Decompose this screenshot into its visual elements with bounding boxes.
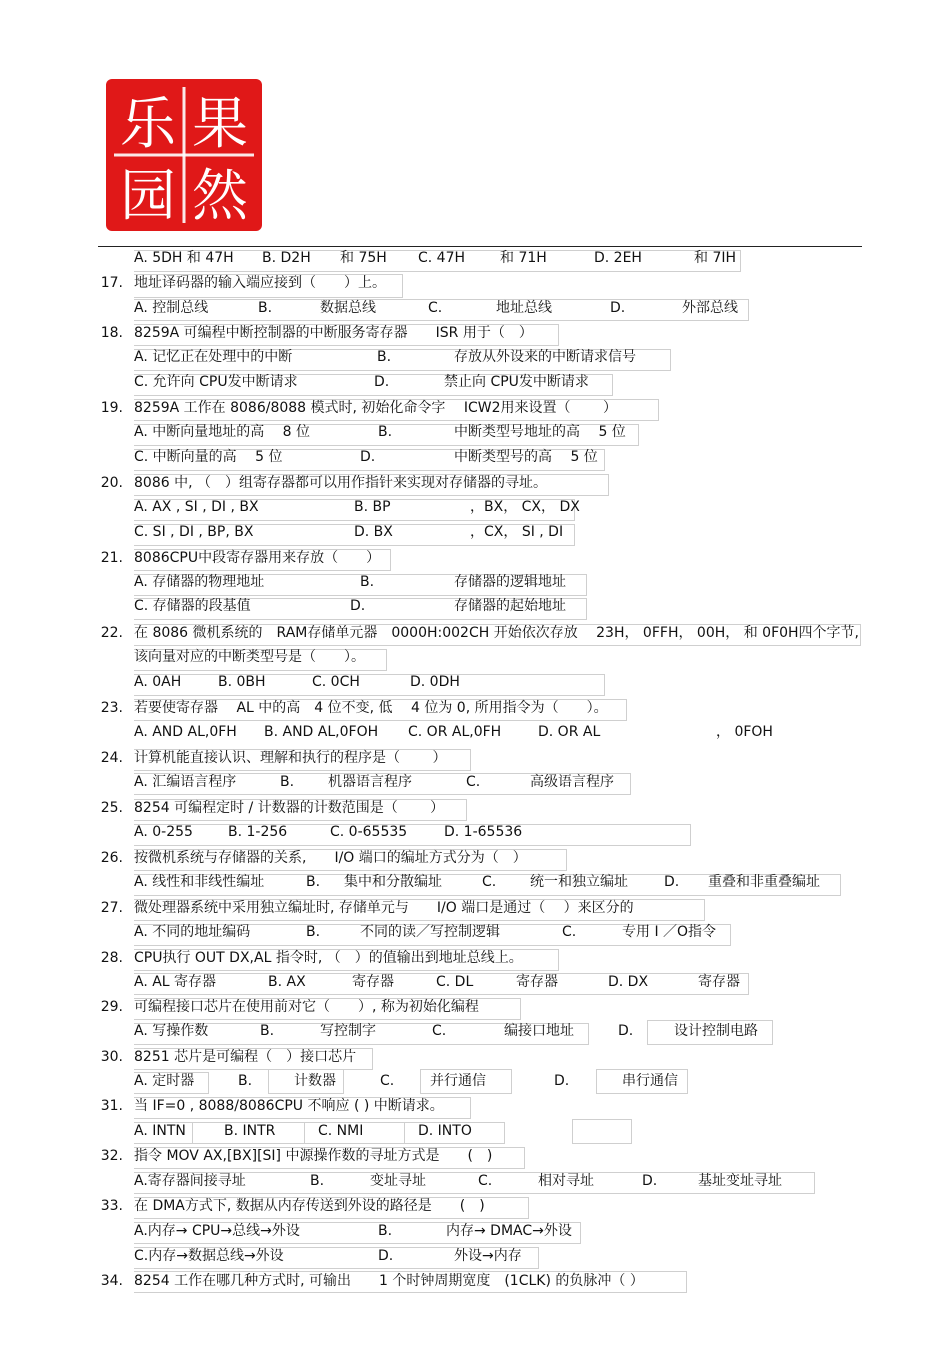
option[interactable]: D. BX bbox=[354, 524, 393, 540]
option: ，BX， CX， DX bbox=[470, 499, 580, 515]
option[interactable]: B. 1-256 bbox=[228, 824, 288, 840]
question-stem: 地址译码器的输入端应接到（ ）上。 bbox=[134, 275, 386, 291]
option[interactable]: B. AX bbox=[268, 974, 306, 990]
question-number: 22. bbox=[100, 625, 123, 641]
question-stem: 若要使寄存器 AL 中的高 4 位不变, 低 4 位为 0, 所用指令为（ ）。 bbox=[134, 700, 608, 716]
option[interactable]: A. 存储器的物理地址 bbox=[134, 574, 265, 590]
option[interactable]: A. 定时器 bbox=[134, 1073, 195, 1089]
question-number: 28. bbox=[100, 950, 123, 966]
option[interactable]: B. bbox=[360, 574, 375, 590]
question-stem-continued: 该向量对应的中断类型号是（ ）。 bbox=[134, 649, 365, 665]
option[interactable]: B. bbox=[377, 349, 392, 365]
option: ，CX， SI , DI bbox=[470, 524, 564, 540]
q16-option[interactable]: C. 47H bbox=[418, 250, 466, 266]
question-number: 27. bbox=[100, 900, 123, 916]
option[interactable]: A. AL 寄存器 bbox=[134, 974, 217, 990]
question-stem: 指令 MOV AX,[BX][SI] 中源操作数的寻址方式是 ( ) bbox=[134, 1148, 493, 1164]
option[interactable]: A.内存→ CPU→总线→外设 bbox=[134, 1223, 300, 1239]
q16-option[interactable]: A. 5DH 和 47H bbox=[134, 250, 234, 266]
option[interactable]: A. 汇编语言程序 bbox=[134, 774, 237, 790]
option: 寄存器 bbox=[352, 974, 394, 990]
option[interactable]: B. bbox=[310, 1173, 325, 1189]
question-stem: CPU执行 OUT DX,AL 指令时, （ ）的值输出到地址总线上。 bbox=[134, 950, 523, 966]
option[interactable]: C. 0-65535 bbox=[330, 824, 408, 840]
option[interactable]: A. 不同的地址编码 bbox=[134, 924, 251, 940]
option: 禁止向 CPU发中断请求 bbox=[444, 374, 589, 390]
option: 外部总线 bbox=[682, 300, 738, 316]
question-number: 21. bbox=[100, 550, 123, 566]
option[interactable]: D. bbox=[610, 300, 626, 316]
question-number: 23. bbox=[100, 700, 123, 716]
option[interactable]: A. 写操作数 bbox=[134, 1023, 209, 1039]
option[interactable]: D. bbox=[374, 374, 390, 390]
option[interactable]: A. AX , SI , DI , BX bbox=[134, 499, 259, 515]
option[interactable]: B. AND AL,0FOH bbox=[264, 724, 379, 740]
question-number: 30. bbox=[100, 1049, 123, 1065]
question-stem: 8254 可编程定时 / 计数器的计数范围是（ ） bbox=[134, 800, 445, 816]
option[interactable]: D. bbox=[554, 1073, 570, 1089]
option[interactable]: B. bbox=[378, 424, 393, 440]
option: 并行通信 bbox=[430, 1073, 486, 1089]
option[interactable]: C. bbox=[562, 924, 577, 940]
question-stem: 8086 中, （ ）组寄存器都可以用作指针来实现对存储器的寻址。 bbox=[134, 475, 547, 491]
option: 编接口地址 bbox=[504, 1023, 574, 1039]
option: 外设→内存 bbox=[454, 1248, 522, 1264]
option[interactable]: C. bbox=[380, 1073, 395, 1089]
question-number: 17. bbox=[100, 275, 123, 291]
question-stem: 8251 芯片是可编程（ ）接口芯片 bbox=[134, 1049, 357, 1065]
option[interactable]: B. bbox=[258, 300, 273, 316]
question-number: 34. bbox=[100, 1273, 123, 1289]
option[interactable]: C. 中断向量的高 5 位 bbox=[134, 449, 283, 465]
option[interactable]: C.内存→数据总线→外设 bbox=[134, 1248, 284, 1264]
option: 串行通信 bbox=[622, 1073, 678, 1089]
question-number: 20. bbox=[100, 475, 123, 491]
question-stem: 计算机能直接认识、理解和执行的程序是（ ） bbox=[134, 750, 447, 766]
question-stem: 8259A 可编程中断控制器的中断服务寄存器 ISR 用于（ ） bbox=[134, 325, 533, 341]
seal-char-2: 果 bbox=[192, 92, 248, 157]
option[interactable]: C. bbox=[466, 774, 481, 790]
option[interactable]: D. INTO bbox=[418, 1123, 472, 1139]
option[interactable]: B. bbox=[238, 1073, 253, 1089]
question-stem: 8254 工作在哪几种方式时, 可输出 1 个时钟周期宽度 (1CLK) 的负脉冲（ ） bbox=[134, 1273, 644, 1289]
question-number: 31. bbox=[100, 1098, 123, 1114]
option[interactable]: A.寄存器间接寻址 bbox=[134, 1173, 246, 1189]
question-number: 19. bbox=[100, 400, 123, 416]
header-rule bbox=[98, 246, 862, 247]
question-number: 24. bbox=[100, 750, 123, 766]
option[interactable]: B. INTR bbox=[224, 1123, 276, 1139]
option[interactable]: B. bbox=[378, 1223, 393, 1239]
option[interactable]: C. bbox=[428, 300, 443, 316]
option[interactable]: A. 0-255 bbox=[134, 824, 193, 840]
option: 设计控制电路 bbox=[674, 1023, 758, 1039]
seal-logo bbox=[104, 77, 264, 233]
option: 存储器的逻辑地址 bbox=[454, 574, 566, 590]
seal-char-3: 园 bbox=[120, 164, 176, 229]
option[interactable]: C. 0CH bbox=[312, 674, 360, 690]
question-stem: 可编程接口芯片在使用前对它（ ）, 称为初始化编程 bbox=[134, 999, 479, 1015]
option: 变址寻址 bbox=[370, 1173, 426, 1189]
option[interactable]: B. bbox=[306, 874, 321, 890]
option[interactable]: C. bbox=[478, 1173, 493, 1189]
question-number: 26. bbox=[100, 850, 123, 866]
option[interactable]: C. SI , DI , BP, BX bbox=[134, 524, 254, 540]
option[interactable]: D. bbox=[642, 1173, 658, 1189]
option[interactable]: B. 0BH bbox=[218, 674, 266, 690]
option[interactable]: B. bbox=[306, 924, 321, 940]
option[interactable]: A. 记忆正在处理中的中断 bbox=[134, 349, 293, 365]
option: 内存→ DMAC→外设 bbox=[446, 1223, 572, 1239]
option[interactable]: A. 中断向量地址的高 8 位 bbox=[134, 424, 311, 440]
option[interactable]: B. BP bbox=[354, 499, 391, 515]
option[interactable]: D. bbox=[350, 598, 366, 614]
option[interactable]: C. 存储器的段基值 bbox=[134, 598, 251, 614]
q16-option: 和 71H bbox=[500, 250, 547, 266]
option[interactable]: A. INTN bbox=[134, 1123, 186, 1139]
question-stem: 在 DMA方式下, 数据从内存传送到外设的路径是 ( ) bbox=[134, 1198, 485, 1214]
option: 集中和分散编址 bbox=[344, 874, 442, 890]
option[interactable]: A. 控制总线 bbox=[134, 300, 209, 316]
option[interactable]: B. bbox=[260, 1023, 275, 1039]
question-stem: 在 8086 微机系统的 RAM存储单元器 0000H:002CH 开始依次存放 23H， 0FFH， 00H， 和 0F0H四个字节, bbox=[134, 625, 860, 641]
question-number: 29. bbox=[100, 999, 123, 1015]
option[interactable]: C. bbox=[432, 1023, 447, 1039]
option[interactable]: A. 线性和非线性编址 bbox=[134, 874, 265, 890]
option: 相对寻址 bbox=[538, 1173, 594, 1189]
option[interactable]: D. DX bbox=[608, 974, 649, 990]
option: 地址总线 bbox=[496, 300, 552, 316]
option[interactable]: A. AND AL,0FH bbox=[134, 724, 237, 740]
option: 不同的读／写控制逻辑 bbox=[360, 924, 500, 940]
option[interactable]: D. bbox=[618, 1023, 634, 1039]
option: 统一和独立编址 bbox=[530, 874, 628, 890]
option[interactable]: C. OR AL,0FH bbox=[408, 724, 502, 740]
option: 存储器的起始地址 bbox=[454, 598, 566, 614]
option: 计数器 bbox=[294, 1073, 336, 1089]
option: 存放从外设来的中断请求信号 bbox=[454, 349, 636, 365]
option: 高级语言程序 bbox=[530, 774, 614, 790]
option[interactable]: D. bbox=[664, 874, 680, 890]
question-number: 18. bbox=[100, 325, 123, 341]
option: 中断类型号的高 5 位 bbox=[454, 449, 598, 465]
question-stem: 按微机系统与存储器的关系, I/O 端口的编址方式分为（ ） bbox=[134, 850, 527, 866]
option: 中断类型号地址的高 5 位 bbox=[454, 424, 626, 440]
option[interactable]: D. OR AL bbox=[538, 724, 601, 740]
q16-option[interactable]: D. 2EH bbox=[594, 250, 642, 266]
question-stem: 微处理器系统中采用独立编址时, 存储单元与 I/O 端口是通过（ ）来区分的 bbox=[134, 900, 634, 916]
option[interactable]: C. bbox=[482, 874, 497, 890]
option[interactable]: C. 允许向 CPU发中断请求 bbox=[134, 374, 298, 390]
option[interactable]: D. bbox=[378, 1248, 394, 1264]
question-number: 32. bbox=[100, 1148, 123, 1164]
option[interactable]: B. bbox=[280, 774, 295, 790]
option: 专用 I ／O指令 bbox=[622, 924, 717, 940]
option[interactable]: D. 0DH bbox=[410, 674, 460, 690]
q16-option: 和 7IH bbox=[694, 250, 737, 266]
question-stem: 8086CPU中段寄存器用来存放（ ） bbox=[134, 550, 381, 566]
option: 基址变址寻址 bbox=[698, 1173, 782, 1189]
option: 数据总线 bbox=[320, 300, 376, 316]
seal-char-4: 然 bbox=[192, 164, 248, 229]
option: 寄存器 bbox=[698, 974, 740, 990]
option[interactable]: C. NMI bbox=[318, 1123, 364, 1139]
question-number: 33. bbox=[100, 1198, 123, 1214]
option: ， 0FOH bbox=[716, 724, 773, 740]
seal-char-1: 乐 bbox=[120, 92, 176, 157]
option[interactable]: D. bbox=[360, 449, 376, 465]
option[interactable]: D. 1-65536 bbox=[444, 824, 523, 840]
option: 重叠和非重叠编址 bbox=[708, 874, 820, 890]
option: 寄存器 bbox=[516, 974, 558, 990]
question-stem: 8259A 工作在 8086/8088 模式时, 初始化命令字 ICW2用来设置（ ） bbox=[134, 400, 617, 416]
question-number: 25. bbox=[100, 800, 123, 816]
question-stem: 当 IF=0 , 8088/8086CPU 不响应 ( ) 中断请求。 bbox=[134, 1098, 444, 1114]
q16-option: 和 75H bbox=[340, 250, 387, 266]
option: 写控制字 bbox=[320, 1023, 376, 1039]
option[interactable]: A. 0AH bbox=[134, 674, 182, 690]
option[interactable]: C. DL bbox=[436, 974, 474, 990]
option: 机器语言程序 bbox=[328, 774, 412, 790]
q16-option[interactable]: B. D2H bbox=[262, 250, 311, 266]
